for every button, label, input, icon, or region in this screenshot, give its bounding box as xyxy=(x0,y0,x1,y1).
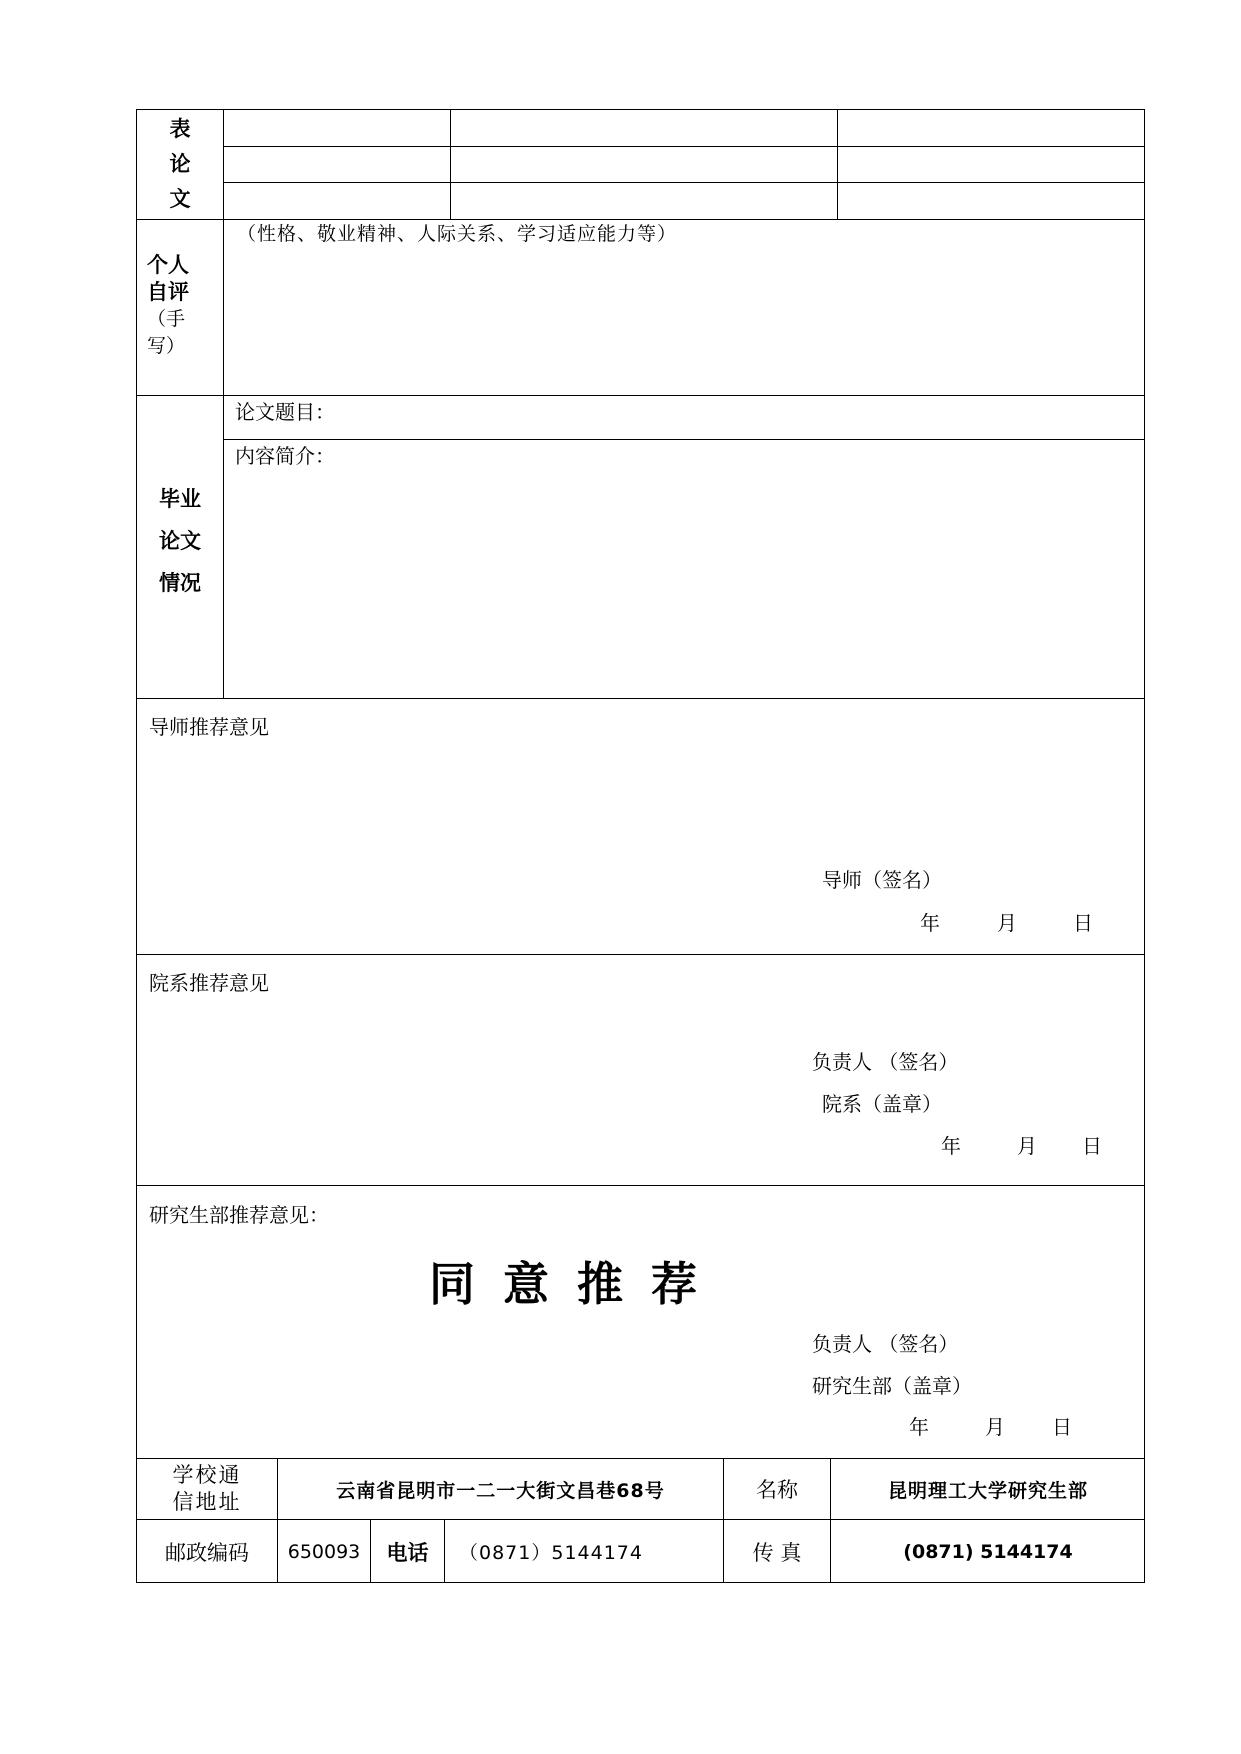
graduate-office-date-month: 月 xyxy=(985,1415,1005,1439)
divider xyxy=(223,110,224,698)
thesis-label-line: 论文 xyxy=(159,529,201,553)
graduate-office-signature: 负责人 （签名） xyxy=(812,1332,959,1356)
divider xyxy=(837,110,838,219)
advisor-signature: 导师（签名） xyxy=(822,868,942,892)
self-eval-hint: （性格、敬业精神、人际关系、学习适应能力等） xyxy=(237,223,678,245)
divider xyxy=(137,1185,1145,1186)
department-date-day: 日 xyxy=(1082,1134,1102,1158)
department-heading: 院系推荐意见 xyxy=(149,971,269,995)
divider xyxy=(223,439,1145,440)
advisor-date-year: 年 xyxy=(920,911,940,935)
papers-label-char: 文 xyxy=(169,187,191,211)
postcode-value: 650093 xyxy=(287,1540,361,1563)
divider xyxy=(137,219,1145,220)
divider xyxy=(223,182,1145,183)
advisor-date-day: 日 xyxy=(1073,911,1093,935)
thesis-abstract-label: 内容简介： xyxy=(235,444,335,468)
divider xyxy=(137,395,1145,396)
thesis-label-line: 毕业 xyxy=(159,487,201,511)
divider xyxy=(450,110,451,219)
graduate-office-date-day: 日 xyxy=(1052,1415,1072,1439)
thesis-label-line: 情况 xyxy=(159,571,201,595)
approval-text: 同意推荐 xyxy=(429,1257,725,1311)
thesis-abstract-field[interactable] xyxy=(225,472,1143,694)
self-eval-label-line: 自评 xyxy=(147,280,189,304)
divider xyxy=(137,954,1145,955)
divider xyxy=(137,698,1145,699)
graduate-office-seal: 研究生部（盖章） xyxy=(812,1374,972,1398)
graduate-office-heading: 研究生部推荐意见： xyxy=(149,1203,329,1227)
fax-label: 传 真 xyxy=(752,1540,802,1565)
advisor-heading: 导师推荐意见 xyxy=(149,715,269,739)
department-signature: 负责人 （签名） xyxy=(812,1050,959,1074)
self-eval-label-line: （手 xyxy=(147,308,186,330)
name-label: 名称 xyxy=(756,1478,798,1502)
papers-label xyxy=(137,110,223,217)
recommendation-form xyxy=(136,109,1145,1583)
postcode-label: 邮政编码 xyxy=(165,1540,249,1565)
papers-label-char: 表 xyxy=(169,117,191,141)
address-label xyxy=(137,1462,277,1516)
thesis-title-field[interactable] xyxy=(337,398,1142,436)
advisor-date-month: 月 xyxy=(997,911,1017,935)
self-eval-writing-area[interactable] xyxy=(225,250,1143,393)
divider xyxy=(223,146,1145,147)
phone-label: 电话 xyxy=(386,1540,429,1565)
self-eval-label xyxy=(147,252,217,360)
department-date-year: 年 xyxy=(941,1134,961,1158)
name-value: 昆明理工大学研究生部 xyxy=(887,1479,1088,1502)
thesis-label xyxy=(137,478,223,604)
self-eval-label-line: 个人 xyxy=(147,253,189,277)
address-value: 云南省昆明市一二一大街文昌巷68号 xyxy=(336,1479,665,1502)
thesis-title-label: 论文题目： xyxy=(235,400,335,424)
graduate-office-date-year: 年 xyxy=(909,1415,929,1439)
papers-label-char: 论 xyxy=(169,152,191,176)
department-seal: 院系（盖章） xyxy=(822,1092,942,1116)
address-label-line: 信地址 xyxy=(172,1490,242,1514)
address-label-line: 学校通 xyxy=(172,1463,242,1487)
department-date-month: 月 xyxy=(1017,1134,1037,1158)
phone-value: （0871）5144174 xyxy=(459,1542,643,1564)
self-eval-label-line: 写） xyxy=(147,335,186,357)
fax-value: (0871) 5144174 xyxy=(903,1540,1073,1563)
